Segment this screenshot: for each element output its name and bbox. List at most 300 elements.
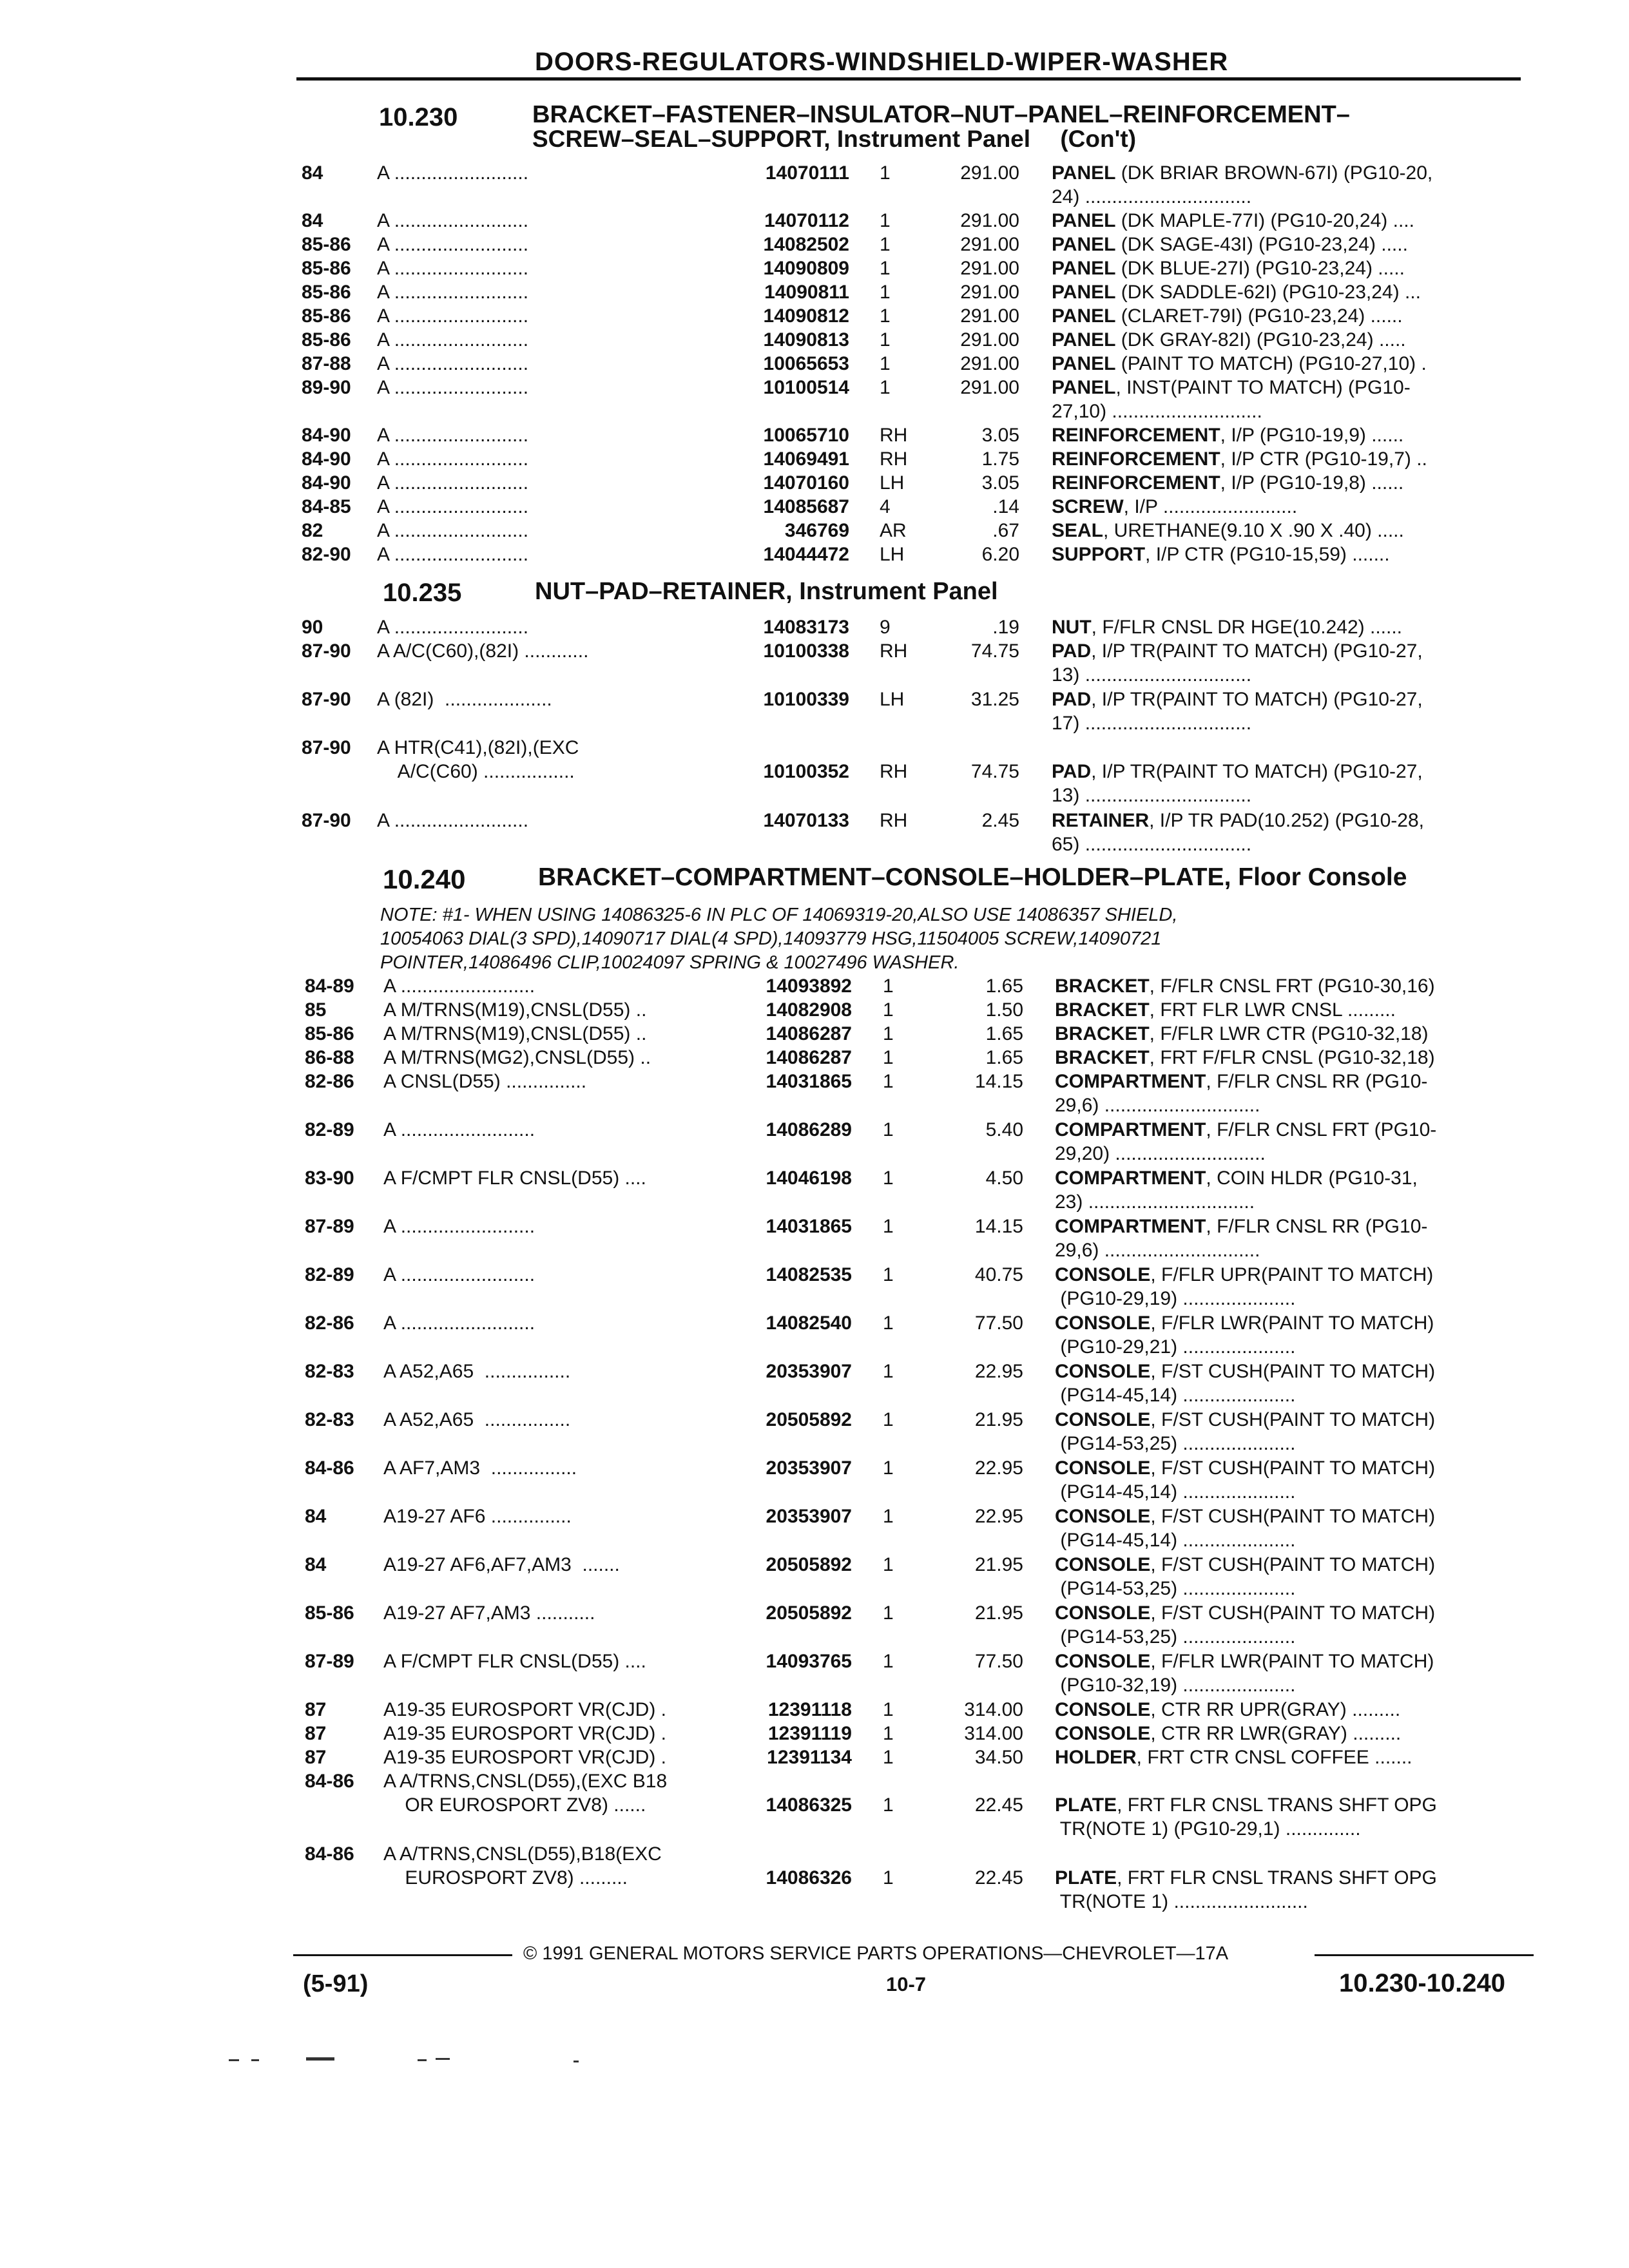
footer-rule-right: [1315, 1954, 1534, 1956]
model-years: 85: [305, 999, 327, 1021]
price: 5.40: [985, 1119, 1023, 1140]
model-years: 84: [302, 210, 323, 231]
model-years: 84-86: [305, 1843, 354, 1865]
description: [1052, 809, 1424, 856]
part-name: CONSOLE: [1055, 1361, 1151, 1382]
model-years: 84-86: [305, 1771, 354, 1792]
quantity: 1: [883, 1361, 894, 1382]
model-years: 87-89: [305, 1651, 354, 1672]
part-name: CONSOLE: [1055, 1506, 1151, 1527]
application: A .........................: [377, 210, 529, 231]
description: [1052, 256, 1405, 280]
quantity: 1: [883, 1023, 894, 1044]
part-number: 14090812: [763, 305, 849, 327]
part-number: 20353907: [766, 1457, 852, 1479]
description: [1055, 1311, 1434, 1359]
price: 22.95: [974, 1506, 1023, 1527]
part-number: 14070133: [763, 810, 849, 831]
application: A HTR(C41),(82I),(EXC A/C(C60) .................: [377, 737, 579, 782]
footer-date-code: (5-91): [303, 1970, 369, 1997]
model-years: 85-86: [305, 1602, 354, 1624]
part-detail: , F/ST CUSH(PAINT TO MATCH) (PG14-53,25) .....................: [1060, 1554, 1436, 1599]
price: 21.95: [974, 1602, 1023, 1624]
description: [1055, 1601, 1435, 1649]
price: 22.95: [974, 1457, 1023, 1479]
part-name: CONSOLE: [1055, 1554, 1151, 1575]
part-detail: , FRT F/FLR CNSL (PG10-32,18): [1149, 1047, 1435, 1068]
description: [1052, 280, 1421, 304]
quantity: 1: [880, 377, 891, 398]
footer-section-range: 10.230-10.240: [1339, 1969, 1506, 1997]
quantity: 1: [883, 1747, 894, 1768]
part-number: 20353907: [766, 1506, 852, 1527]
part-detail: , F/FLR LWR(PAINT TO MATCH) (PG10-29,21) .....................: [1060, 1312, 1434, 1358]
quantity: 1: [880, 305, 891, 327]
application: A .........................: [383, 1119, 535, 1140]
application: A19-35 EUROSPORT VR(CJD) .: [383, 1699, 666, 1720]
part-name: PANEL: [1052, 210, 1116, 231]
quantity: 1: [883, 1071, 894, 1092]
part-detail: , I/P TR(PAINT TO MATCH) (PG10-27, 13) ...............................: [1052, 640, 1423, 686]
price: 291.00: [960, 210, 1019, 231]
section-title-10-230-line2: [532, 126, 1136, 152]
part-number: 14082502: [763, 234, 849, 255]
description: [1052, 495, 1297, 519]
scan-speck: [306, 2057, 334, 2061]
price: 4.50: [985, 1168, 1023, 1189]
part-detail: , F/ST CUSH(PAINT TO MATCH) (PG14-53,25) .....................: [1060, 1409, 1436, 1454]
scan-speck: [574, 2061, 579, 2062]
model-years: 84: [305, 1554, 327, 1575]
quantity: 1: [883, 1264, 894, 1285]
model-years: 85-86: [302, 258, 351, 279]
model-years: 87-90: [302, 640, 351, 662]
application: A .........................: [377, 617, 529, 638]
application: A .........................: [377, 234, 529, 255]
model-years: 84-90: [302, 448, 351, 470]
model-years: 85-86: [305, 1023, 354, 1044]
application: A .........................: [377, 329, 529, 351]
model-years: 87: [305, 1699, 327, 1720]
part-number: 12391119: [767, 1723, 852, 1744]
part-detail: (DK SAGE-43I) (PG10-23,24) .....: [1115, 234, 1408, 255]
quantity: RH: [880, 425, 908, 446]
description: [1052, 760, 1423, 807]
application: A19-27 AF7,AM3 ...........: [383, 1602, 595, 1624]
application: A .........................: [377, 377, 529, 398]
price: 3.05: [981, 472, 1019, 494]
part-number: 14083173: [763, 617, 849, 638]
price: .67: [992, 520, 1019, 541]
model-years: 84: [302, 162, 323, 184]
description: [1055, 974, 1435, 998]
part-number: 20353907: [766, 1361, 852, 1382]
part-detail: , I/P TR(PAINT TO MATCH) (PG10-27, 13) ...............................: [1052, 761, 1423, 806]
quantity: 1: [883, 1506, 894, 1527]
part-detail: , I/P TR(PAINT TO MATCH) (PG10-27, 17) ...............................: [1052, 689, 1423, 734]
model-years: 87-88: [302, 353, 351, 374]
part-name: PANEL: [1052, 282, 1116, 303]
application: A19-35 EUROSPORT VR(CJD) .: [383, 1747, 666, 1768]
part-number: 14086326: [766, 1867, 852, 1888]
part-number: 14069491: [763, 448, 849, 470]
application: A .........................: [377, 282, 529, 303]
part-name: CONSOLE: [1055, 1312, 1151, 1334]
description: [1055, 1649, 1434, 1697]
part-number: 10100338: [763, 640, 849, 662]
application: A .........................: [377, 810, 529, 831]
part-number: 10100339: [763, 689, 849, 710]
part-name: BRACKET: [1055, 1023, 1150, 1044]
quantity: 1: [883, 1168, 894, 1189]
model-years: 82-89: [305, 1264, 354, 1285]
price: 40.75: [974, 1264, 1023, 1285]
quantity: RH: [880, 640, 908, 662]
price: 314.00: [964, 1699, 1023, 1720]
quantity: 1: [883, 999, 894, 1021]
part-name: REINFORCEMENT: [1052, 425, 1220, 446]
part-name: BRACKET: [1055, 975, 1150, 997]
description: [1052, 376, 1411, 423]
application: A A52,A65 ................: [383, 1409, 571, 1430]
application: A .........................: [383, 1312, 535, 1334]
part-name: CONSOLE: [1055, 1264, 1151, 1285]
part-name: CONSOLE: [1055, 1651, 1151, 1672]
part-number: 10100352: [763, 761, 849, 782]
application: A AF7,AM3 ................: [383, 1457, 577, 1479]
part-detail: , I/P (PG10-19,9) ......: [1220, 425, 1404, 446]
model-years: 85-86: [302, 234, 351, 255]
quantity: 1: [883, 1457, 894, 1479]
description: [1055, 1408, 1435, 1456]
description: [1055, 1215, 1427, 1262]
part-name: PANEL: [1052, 258, 1116, 279]
scan-speck: [436, 2058, 450, 2060]
part-detail: , F/FLR LWR(PAINT TO MATCH) (PG10-32,19) .....................: [1060, 1651, 1434, 1696]
description: [1055, 1698, 1400, 1722]
part-detail: , FRT FLR CNSL TRANS SHFT OPG TR(NOTE 1) (PG10-29,1) ..............: [1059, 1794, 1437, 1840]
description: [1055, 1553, 1435, 1600]
price: 74.75: [970, 761, 1019, 782]
part-number: 14031865: [766, 1071, 852, 1092]
quantity: 1: [880, 162, 891, 184]
description: [1055, 1360, 1435, 1407]
part-number: 14090811: [764, 282, 849, 303]
part-detail: , I/P CTR (PG10-19,7) ..: [1220, 448, 1427, 470]
description: [1055, 1793, 1437, 1841]
part-number: 10065710: [763, 425, 849, 446]
part-detail: , URETHANE(9.10 X .90 X .40) .....: [1103, 520, 1404, 541]
part-detail: (DK BLUE-27I) (PG10-23,24) .....: [1115, 258, 1405, 279]
part-number: 14093765: [766, 1651, 852, 1672]
section-title-10-230-text: SCREW–SEAL–SUPPORT, Instrument Panel: [532, 126, 1031, 152]
model-years: 84-90: [302, 472, 351, 494]
price: 291.00: [960, 353, 1019, 374]
part-number: 14082908: [766, 999, 852, 1021]
quantity: RH: [880, 448, 908, 470]
quantity: LH: [880, 689, 905, 710]
quantity: 1: [883, 1216, 894, 1237]
price: 77.50: [974, 1651, 1023, 1672]
description: [1055, 1504, 1435, 1552]
price: 77.50: [974, 1312, 1023, 1334]
section-number-10-240: 10.240: [383, 864, 466, 894]
part-number: 14031865: [766, 1216, 852, 1237]
description: [1055, 1263, 1433, 1311]
part-number: 12391134: [767, 1747, 852, 1768]
part-number: 14044472: [763, 544, 849, 565]
part-name: CONSOLE: [1055, 1723, 1151, 1744]
model-years: 84-86: [305, 1457, 354, 1479]
description: [1055, 1046, 1435, 1070]
application: A A52,A65 ................: [383, 1361, 571, 1382]
application: A .........................: [377, 162, 529, 184]
price: 1.65: [985, 1023, 1023, 1044]
model-years: 82-86: [305, 1312, 354, 1334]
part-number: 14070160: [763, 472, 849, 494]
price: 31.25: [970, 689, 1019, 710]
quantity: 1: [880, 353, 891, 374]
model-years: 85-86: [302, 329, 351, 351]
part-detail: (DK MAPLE-77I) (PG10-20,24) ....: [1115, 210, 1414, 231]
quantity: 1: [880, 329, 891, 351]
price: 291.00: [960, 162, 1019, 184]
part-detail: , CTR RR UPR(GRAY) .........: [1150, 1699, 1401, 1720]
price: 1.65: [985, 1047, 1023, 1068]
quantity: LH: [880, 472, 905, 494]
section-title-10-230-line1: BRACKET–FASTENER–INSULATOR–NUT–PANEL–REINFORCEMENT–: [532, 101, 1350, 128]
model-years: 85-86: [302, 282, 351, 303]
price: 1.65: [985, 975, 1023, 997]
part-detail: , F/FLR CNSL FRT (PG10-30,16): [1149, 975, 1435, 997]
model-years: 90: [302, 617, 323, 638]
part-name: COMPARTMENT: [1055, 1119, 1206, 1140]
description: [1055, 998, 1396, 1022]
price: 291.00: [960, 282, 1019, 303]
footer-page-number: 10-7: [886, 1973, 927, 1995]
part-name: BRACKET: [1055, 1047, 1150, 1068]
part-name: PANEL: [1052, 305, 1116, 327]
price: 22.45: [974, 1794, 1023, 1816]
application: A .........................: [377, 520, 529, 541]
part-name: BRACKET: [1055, 999, 1150, 1021]
part-name: SUPPORT: [1052, 544, 1146, 565]
part-name: PLATE: [1055, 1867, 1117, 1888]
part-name: CONSOLE: [1055, 1602, 1151, 1624]
price: 21.95: [974, 1554, 1023, 1575]
model-years: 89-90: [302, 377, 351, 398]
application: A F/CMPT FLR CNSL(D55) ....: [383, 1651, 646, 1672]
part-name: REINFORCEMENT: [1052, 472, 1220, 494]
price: 6.20: [981, 544, 1019, 565]
price: 22.95: [974, 1361, 1023, 1382]
price: 291.00: [960, 377, 1019, 398]
part-number: 14082540: [766, 1312, 852, 1334]
description: [1052, 687, 1423, 735]
model-years: 82: [302, 520, 323, 541]
price: 291.00: [960, 258, 1019, 279]
application: A19-35 EUROSPORT VR(CJD) .: [383, 1723, 666, 1744]
part-detail: , I/P TR PAD(10.252) (PG10-28, 65) ...............................: [1052, 810, 1424, 855]
part-number: 14086287: [766, 1023, 852, 1044]
part-number: 14046198: [766, 1168, 852, 1189]
model-years: 84-85: [302, 496, 351, 517]
description: [1052, 352, 1427, 376]
price: 14.15: [974, 1216, 1023, 1237]
description: [1052, 209, 1414, 233]
price: 314.00: [964, 1723, 1023, 1744]
part-number: 14085687: [763, 496, 849, 517]
application: A .........................: [377, 258, 529, 279]
description: [1055, 1456, 1435, 1504]
quantity: 1: [880, 282, 891, 303]
description: [1052, 233, 1408, 256]
quantity: 1: [883, 1554, 894, 1575]
model-years: 87-90: [302, 810, 351, 831]
quantity: 1: [883, 1699, 894, 1720]
part-number: 14093892: [766, 975, 852, 997]
description: [1055, 1745, 1412, 1769]
section-title-10-230-suffix: (Con't): [1060, 126, 1137, 152]
description: [1052, 639, 1423, 687]
price: .14: [992, 496, 1019, 517]
quantity: RH: [880, 810, 908, 831]
price: 74.75: [970, 640, 1019, 662]
model-years: 87-89: [305, 1216, 354, 1237]
price: 291.00: [960, 234, 1019, 255]
part-number: 20505892: [766, 1602, 852, 1624]
application: A .........................: [383, 1264, 535, 1285]
application: A .........................: [377, 353, 529, 374]
section-title-10-240: BRACKET–COMPARTMENT–CONSOLE–HOLDER–PLATE, Floor Console: [538, 863, 1407, 891]
description: [1055, 1166, 1418, 1214]
application: A .........................: [377, 544, 529, 565]
part-detail: , F/ST CUSH(PAINT TO MATCH) (PG14-45,14) .....................: [1060, 1457, 1436, 1503]
part-number: 14070112: [764, 210, 849, 231]
price: 22.45: [974, 1867, 1023, 1888]
part-detail: , I/P (PG10-19,8) ......: [1220, 472, 1404, 494]
quantity: AR: [880, 520, 907, 541]
quantity: 1: [883, 1602, 894, 1624]
section-number-10-230: 10.230: [379, 103, 458, 131]
part-detail: (CLARET-79I) (PG10-23,24) ......: [1115, 305, 1403, 327]
description: [1055, 1722, 1401, 1745]
price: 1.50: [985, 999, 1023, 1021]
description: [1055, 1070, 1427, 1117]
part-name: NUT: [1052, 617, 1092, 638]
model-years: 87: [305, 1723, 327, 1744]
model-years: 82-86: [305, 1071, 354, 1092]
application: A .........................: [377, 305, 529, 327]
application: A A/TRNS,CNSL(D55),(EXC B18 OR EUROSPORT ZV8) ......: [383, 1771, 668, 1816]
model-years: 84-89: [305, 975, 354, 997]
application: A .........................: [377, 496, 529, 517]
quantity: 1: [883, 1119, 894, 1140]
scan-speck: [418, 2059, 427, 2061]
part-name: PANEL: [1052, 162, 1116, 184]
part-detail: , COIN HLDR (PG10-31, 23) ...............................: [1055, 1168, 1418, 1213]
price: 2.45: [981, 810, 1019, 831]
application: A CNSL(D55) ...............: [383, 1071, 587, 1092]
application: A19-27 AF6 ...............: [383, 1506, 572, 1527]
part-detail: (DK GRAY-82I) (PG10-23,24) .....: [1115, 329, 1406, 351]
part-detail: , FRT FLR CNSL TRANS SHFT OPG TR(NOTE 1) .........................: [1059, 1867, 1437, 1912]
part-detail: , F/FLR LWR CTR (PG10-32,18): [1149, 1023, 1429, 1044]
description: [1052, 471, 1403, 495]
description: [1055, 1118, 1436, 1166]
part-detail: , FRT CTR CNSL COFFEE .......: [1136, 1747, 1412, 1768]
description: [1052, 615, 1402, 639]
part-name: HOLDER: [1055, 1747, 1137, 1768]
price: .19: [992, 617, 1019, 638]
model-years: 82-90: [302, 544, 351, 565]
description: [1052, 519, 1404, 543]
part-number: 14082535: [766, 1264, 852, 1285]
part-number: 14090813: [763, 329, 849, 351]
part-name: PANEL: [1052, 329, 1116, 351]
part-name: PLATE: [1055, 1794, 1117, 1816]
part-name: PANEL: [1052, 353, 1116, 374]
part-detail: , F/ST CUSH(PAINT TO MATCH) (PG14-45,14) .....................: [1060, 1506, 1436, 1551]
application: A .........................: [383, 975, 535, 997]
model-years: 82-83: [305, 1361, 354, 1382]
price: 1.75: [981, 448, 1019, 470]
quantity: 1: [883, 1409, 894, 1430]
part-number: 14086325: [766, 1794, 852, 1816]
quantity: RH: [880, 761, 908, 782]
quantity: 9: [880, 617, 891, 638]
part-detail: , F/ST CUSH(PAINT TO MATCH) (PG14-45,14) .....................: [1060, 1361, 1436, 1406]
description: [1055, 1866, 1437, 1914]
quantity: 1: [883, 975, 894, 997]
model-years: 83-90: [305, 1168, 354, 1189]
quantity: 1: [883, 1047, 894, 1068]
scan-speck: [251, 2059, 259, 2061]
application: A .........................: [383, 1216, 535, 1237]
part-detail: (DK SADDLE-62I) (PG10-23,24) ...: [1115, 282, 1421, 303]
section-title-10-235: NUT–PAD–RETAINER, Instrument Panel: [535, 578, 998, 605]
part-name: COMPARTMENT: [1055, 1071, 1206, 1092]
part-number: 14086289: [766, 1119, 852, 1140]
part-number: 12391118: [767, 1699, 852, 1720]
price: 34.50: [974, 1747, 1023, 1768]
part-number: 20505892: [766, 1409, 852, 1430]
part-name: COMPARTMENT: [1055, 1216, 1206, 1237]
part-detail: , FRT FLR LWR CNSL .........: [1149, 999, 1396, 1021]
part-name: PAD: [1052, 640, 1092, 662]
price: 3.05: [981, 425, 1019, 446]
part-detail: , I/P CTR (PG10-15,59) .......: [1145, 544, 1390, 565]
price: 291.00: [960, 329, 1019, 351]
description: [1052, 304, 1403, 328]
model-years: 82-89: [305, 1119, 354, 1140]
part-name: REINFORCEMENT: [1052, 448, 1220, 470]
model-years: 84-90: [302, 425, 351, 446]
application: A M/TRNS(M19),CNSL(D55) ..: [383, 1023, 647, 1044]
quantity: 1: [880, 234, 891, 255]
application: A F/CMPT FLR CNSL(D55) ....: [383, 1168, 646, 1189]
description: [1052, 161, 1432, 209]
model-years: 84: [305, 1506, 327, 1527]
description: [1052, 447, 1427, 471]
part-number: 20505892: [766, 1554, 852, 1575]
application: A .........................: [377, 472, 529, 494]
part-name: PANEL: [1052, 377, 1116, 398]
application: A (82I) ....................: [377, 689, 552, 710]
quantity: 4: [880, 496, 891, 517]
section-note: NOTE: #1- WHEN USING 14086325-6 IN PLC OF 14069319-20,ALSO USE 14086357 SHIELD, 10054063 DIAL(3 SPD),14090717 DIAL(4 SPD),14093779 HSG,11504005 SCREW,14090721 POINTER,14086496 CLIP,10024097 SPRING & 10027496 WASHER.: [380, 905, 1178, 973]
quantity: 1: [883, 1651, 894, 1672]
